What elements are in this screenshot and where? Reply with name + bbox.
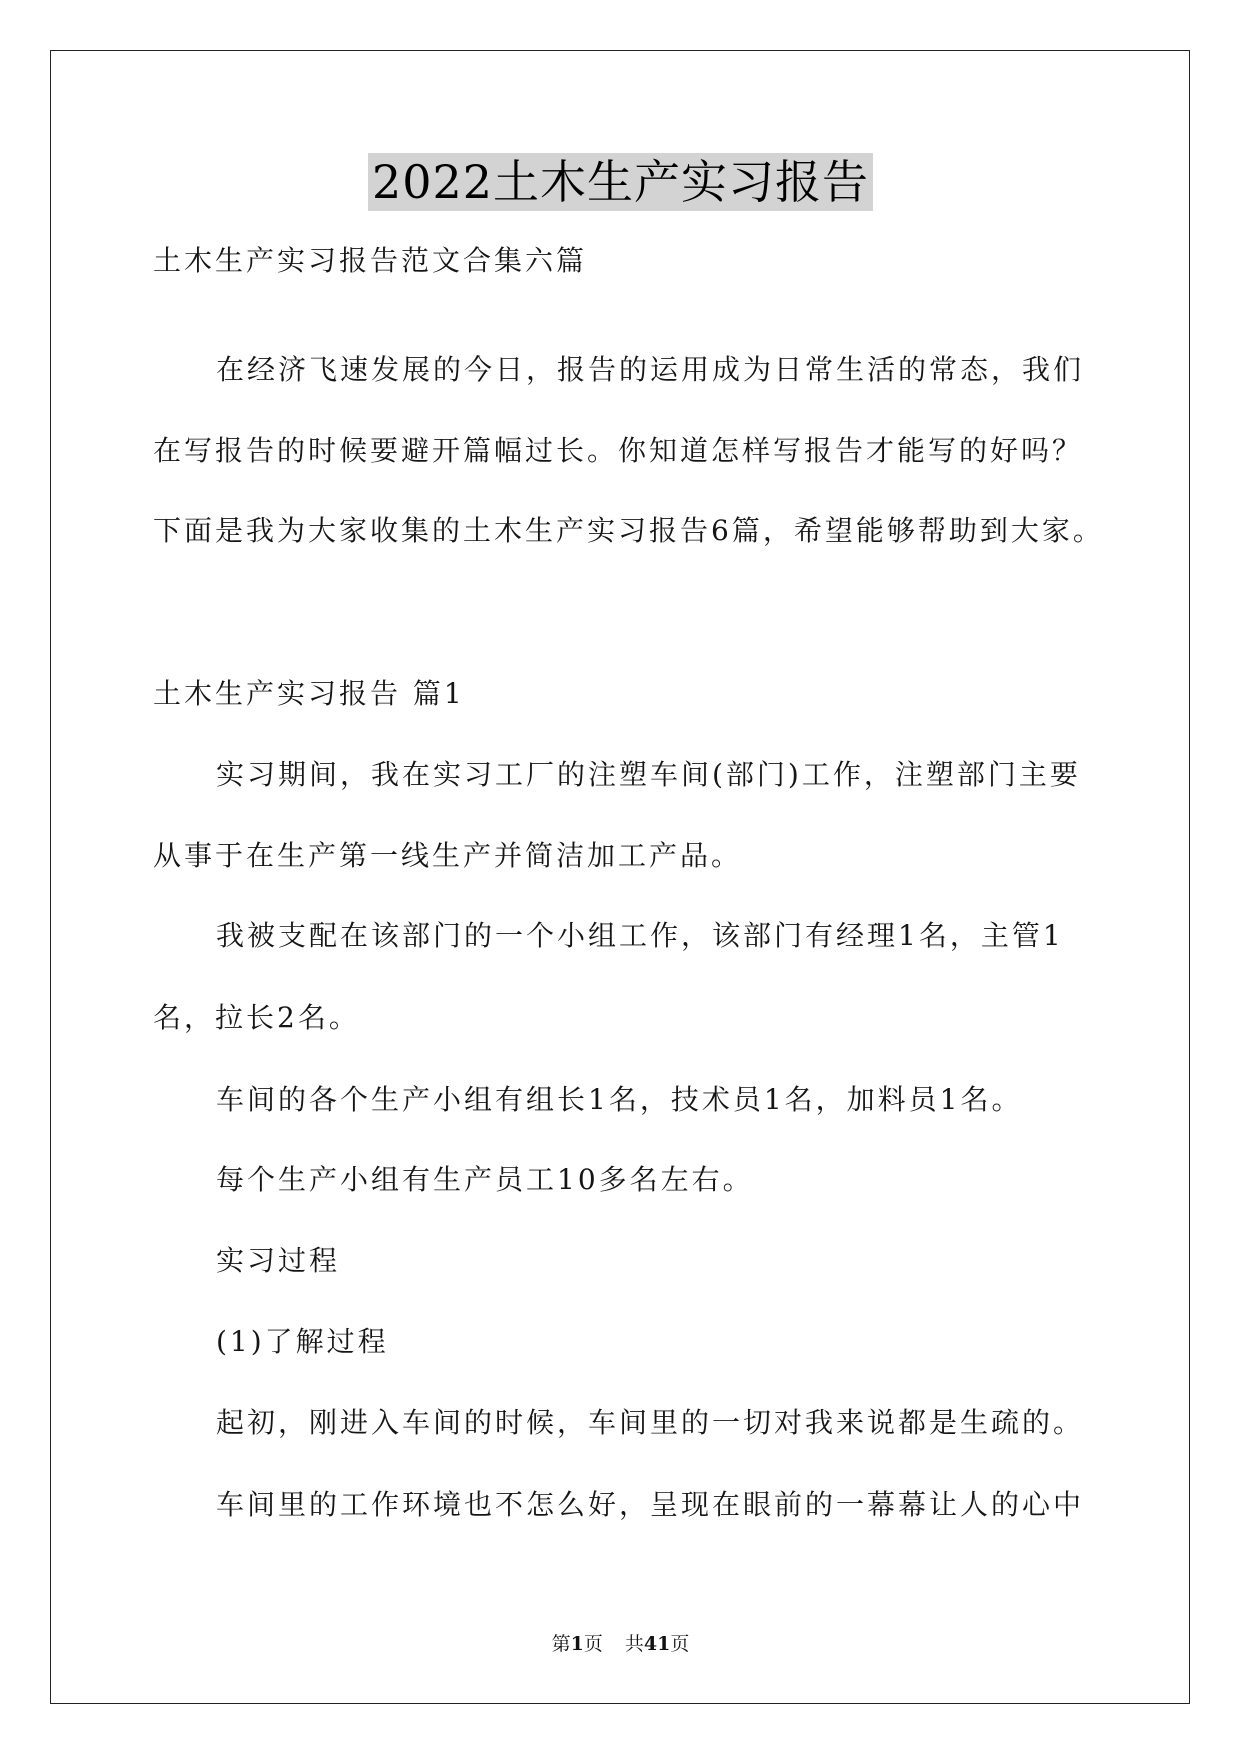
paragraph-line: 在写报告的时候要避开篇幅过长。你知道怎样写报告才能写的好吗？ bbox=[153, 434, 1084, 467]
paragraph-line: 我被支配在该部门的一个小组工作，该部门有经理1名，主管1 bbox=[216, 919, 1064, 952]
paragraph-line: 起初，刚进入车间的时候，车间里的一切对我来说都是生疏的。 bbox=[216, 1406, 1085, 1439]
paragraph-line: 实习过程 bbox=[216, 1244, 341, 1277]
paragraph-line: 名，拉长2名。 bbox=[153, 1001, 360, 1034]
paragraph-line: 车间的各个生产小组有组长1名，技术员1名，加料员1名。 bbox=[216, 1083, 1023, 1116]
paragraph-line: 车间里的工作环境也不怎么好，呈现在眼前的一幕幕让人的心中 bbox=[216, 1488, 1085, 1521]
subtitle-line: 土木生产实习报告范文合集六篇 bbox=[153, 244, 588, 277]
paragraph-line: 在经济飞速发展的今日，报告的运用成为日常生活的常态，我们 bbox=[216, 353, 1085, 386]
current-page-number: 1 bbox=[570, 1633, 584, 1655]
page-footer bbox=[0, 1632, 1241, 1656]
paragraph-line: 从事于在生产第一线生产并简洁加工产品。 bbox=[153, 839, 743, 872]
total-suffix: 页 bbox=[670, 1633, 690, 1655]
paragraph-line: 下面是我为大家收集的土木生产实习报告6篇，希望能够帮助到大家。 bbox=[153, 514, 1104, 547]
total-page-number: 41 bbox=[643, 1633, 671, 1655]
document-title: 2022土木生产实习报告 bbox=[368, 153, 873, 211]
paragraph-line: (1)了解过程 bbox=[216, 1325, 389, 1358]
section-heading: 土木生产实习报告 篇1 bbox=[153, 677, 465, 710]
page-suffix: 页 bbox=[583, 1633, 603, 1655]
title-container bbox=[0, 153, 1241, 211]
paragraph-line: 每个生产小组有生产员工10多名左右。 bbox=[216, 1163, 754, 1196]
paragraph-line: 实习期间，我在实习工厂的注塑车间(部门)工作，注塑部门主要 bbox=[216, 758, 1081, 791]
page-border bbox=[50, 50, 1190, 1704]
total-prefix: 共 bbox=[624, 1633, 644, 1655]
page-prefix: 第 bbox=[551, 1633, 571, 1655]
